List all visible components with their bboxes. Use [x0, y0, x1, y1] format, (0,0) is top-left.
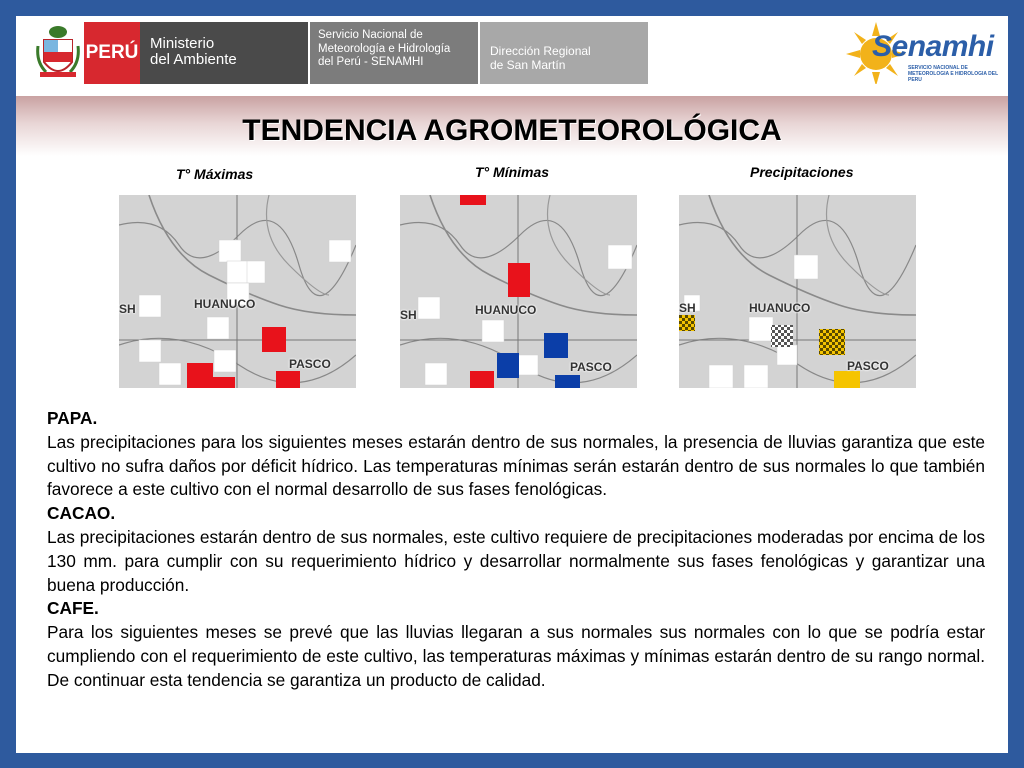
map-label-max-temp: T° Máximas	[176, 166, 254, 182]
map-max-temp	[119, 195, 356, 388]
logo-subtitle: SERVICIO NACIONAL DE METEOROLOGIA E HIDROLOGIA DEL PERU	[908, 65, 999, 83]
page-title: TENDENCIA AGROMETEOROLÓGICA	[242, 114, 782, 147]
logo-wordmark: Senamhi	[872, 30, 994, 63]
place-label-huanuco: HUANUCO	[749, 301, 811, 315]
crop-text-papa: Las precipitaciones para los siguientes meses estarán dentro de sus normales, la presencia de lluvias garantiza que este cultivo no sufra daños por déficit hídrico. Las temperaturas mínimas serán estarán dentro de sus normales lo que también favorece a este cultivo con el normal desarrollo de sus fases fenológicas.	[47, 431, 985, 500]
crop-heading-cacao: CACAO.	[47, 503, 116, 524]
place-label-huanuco: HUANUCO	[194, 297, 256, 311]
place-label-huanuco: HUANUCO	[475, 303, 537, 317]
place-label-edge: SH	[400, 308, 417, 322]
place-label-edge: SH	[119, 302, 136, 316]
map-min-temp	[400, 195, 637, 388]
service-line-1: Servicio Nacional de	[318, 29, 423, 41]
ministry-label	[140, 22, 308, 84]
ministry-line-1: Ministerio	[150, 35, 215, 52]
regional-line-1: Dirección Regional	[490, 44, 591, 58]
map-label-min-temp: T° Mínimas	[475, 164, 550, 180]
peru-coat-of-arms-icon	[36, 22, 80, 84]
crop-text-cafe: Para los siguientes meses se prevé que las lluvias llegaran a sus normales sus normales con lo que se podría estar cumpliendo con el requerimiento de este cultivo, las temperaturas máximas y mínimas estarán dentro de su rango normal. De continuar esta tendencia se garantiza un producto de calidad.	[47, 622, 985, 690]
place-label-edge: SH	[679, 301, 696, 315]
senamhi-logo	[846, 16, 1006, 88]
service-line-3: del Perú - SENAMHI	[318, 56, 424, 68]
place-label-pasco: PASCO	[289, 357, 331, 371]
regional-line-2: de San Martín	[490, 58, 566, 72]
service-label	[310, 22, 478, 84]
crop-text-cacao: Las precipitaciones estarán dentro de sus normales, este cultivo requiere de precipitaciones moderadas por encima de los 130 mm. para cumplir con su requerimiento hídrico y desarrollar normalmente sus fases fenológicas y garantizar una buena producción.	[47, 526, 985, 595]
map-precipitation	[679, 195, 916, 388]
place-label-pasco: PASCO	[570, 360, 612, 374]
peru-label: PERÚ	[84, 22, 140, 84]
map-label-precipitation: Precipitaciones	[750, 164, 854, 180]
regional-office-label	[480, 22, 648, 84]
ministry-line-2: del Ambiente	[150, 51, 237, 68]
crop-descriptions	[47, 407, 985, 693]
place-label-pasco: PASCO	[847, 359, 889, 373]
header-banner	[16, 16, 1008, 94]
service-line-2: Meteorología e Hidrología	[318, 42, 451, 55]
crop-heading-cafe: CAFE.	[47, 598, 99, 619]
slide	[16, 16, 1008, 753]
crop-heading-papa: PAPA.	[47, 408, 98, 428]
